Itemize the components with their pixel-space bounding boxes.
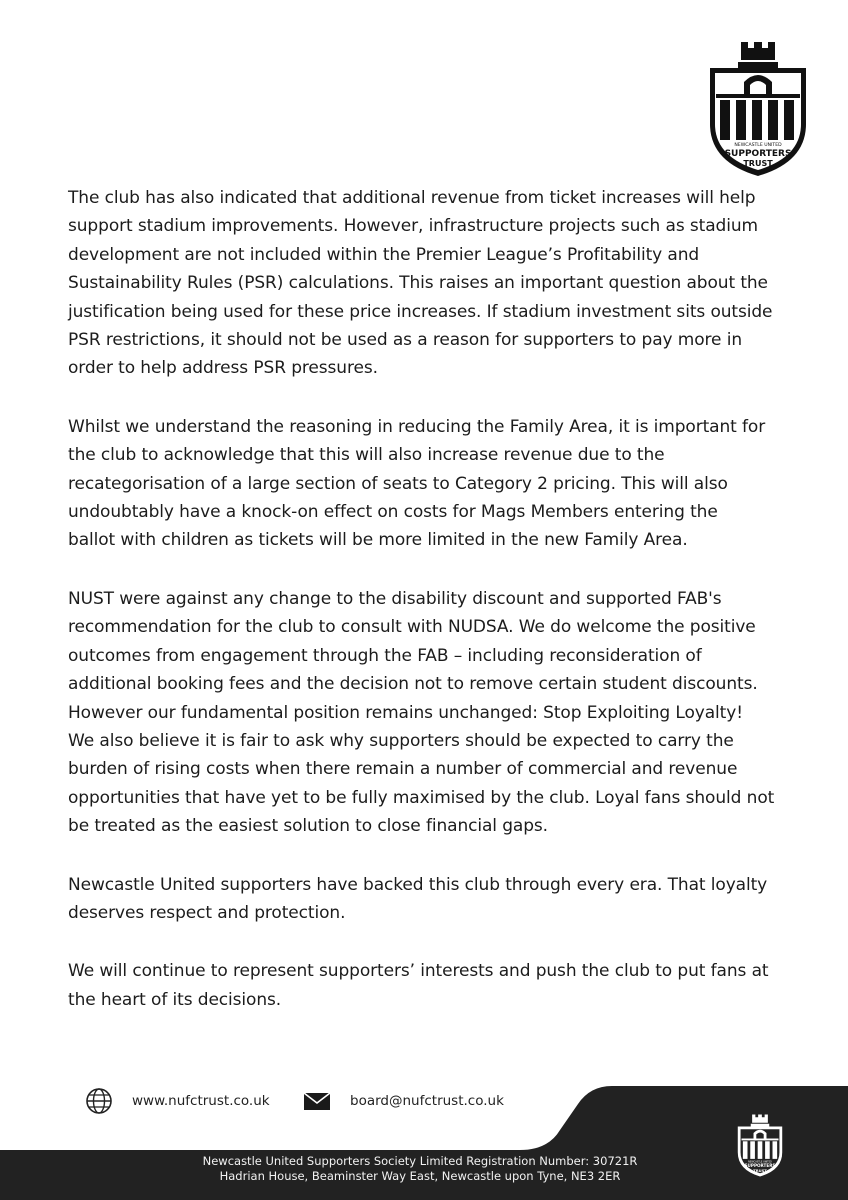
footer-logo-line-1: NEWCASTLE UNITED [748,1160,772,1164]
logo-line-3: TRUST [743,159,773,168]
logo-line-2: SUPPORTERS [724,149,792,159]
paragraph-closing: We will continue to represent supporters’ interests and push the club to put fans at the heart of its decisions. [68,961,769,1010]
footer-crest-logo [735,1102,785,1188]
paragraph-loyalty: Newcastle United supporters have backed this club through every era. That loyalty deserves respect and protection. [68,874,768,923]
nust-crest-logo [704,38,812,178]
envelope-icon [302,1086,332,1116]
globe-icon [84,1086,114,1116]
footer-line-2: Hadrian House, Beaminster Way East, Newcastle upon Tyne, NE3 2ER [219,1169,621,1183]
paragraph-stadium-psr: The club has also indicated that additional revenue from ticket increases will help support stadium improvements. However, infrastructure projects such as stadium development are not included within the Premier League’s Profitability and Sustainability Rules (PSR) calculations. This raises an important question about the justification being used for these price increases. If stadium investment sits outside PSR restrictions, it should not be used as a reason for supporters to pay more in order to help address PSR pressures. [68,188,773,379]
website-link[interactable]: www.nufctrust.co.uk [132,1093,270,1109]
contact-email[interactable] [302,1086,504,1116]
paragraph-disability-discount: NUST were against any change to the disability discount and supported FAB's recommendation for the club to consult with NUDSA. We do welcome the positive outcomes from engagement through the FAB – including reconsideration of additional booking fees and the decision not to remove certain student discounts. However our fundamental position remains unchanged: Stop Exploiting Loyalty! We also believe it is fair to ask why supporters should be expected to carry the burden of rising costs when there remain a number of commercial and revenue opportunities that have yet to be fully maximised by the club. Loyal fans should not be treated as the easiest solution to close financial gaps. [68,588,775,837]
footer-line-1: Newcastle United Supporters Society Limited Registration Number: 30721R [202,1154,638,1168]
contact-website[interactable] [84,1086,270,1116]
logo-line-1: NEWCASTLE UNITED [734,143,782,148]
paragraph-family-area: Whilst we understand the reasoning in reducing the Family Area, it is important for the club to acknowledge that this will also increase revenue due to the recategorisation of a large section of seats to Category 2 pricing. This will also undoubtably have a knock-on effect on costs for Mags Members entering the ballot with children as tickets will be more limited in the new Family Area. [68,416,766,551]
footer-logo-line-2: SUPPORTERS [744,1163,776,1169]
email-link[interactable]: board@nufctrust.co.uk [350,1093,504,1109]
footer-registration [190,1154,650,1184]
footer-logo-line-3: TRUST [753,1168,767,1173]
letter-body [68,184,788,1044]
